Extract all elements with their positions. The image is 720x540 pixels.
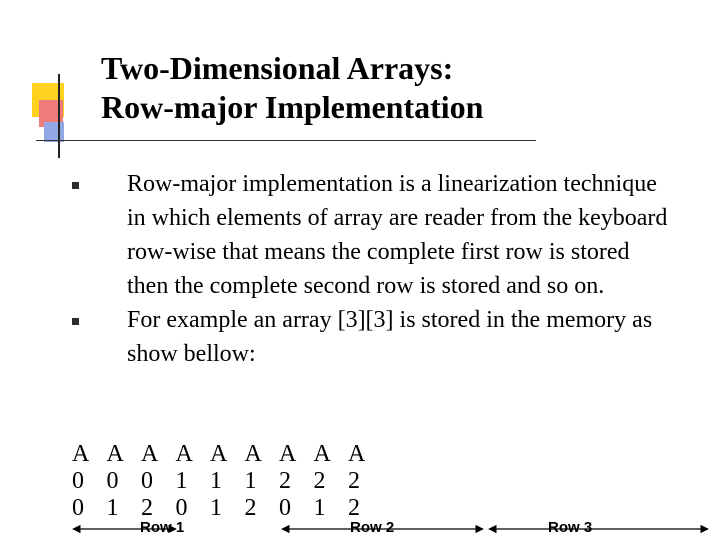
row-3-label: Row 3 [548, 519, 593, 536]
row-2-label: Row 2 [350, 519, 395, 536]
array-cell: 2 [313, 468, 326, 494]
array-cell: 2 [279, 468, 291, 494]
array-cell: 0 [106, 468, 119, 494]
array-cell: 2 [141, 495, 153, 521]
bullet-text: For example an array [3][3] is stored in the memory as show bellow: [127, 307, 653, 367]
array-cell: A [72, 441, 90, 467]
array-cell: A [244, 441, 262, 467]
array-cell: A [279, 441, 297, 467]
array-cell: 2 [348, 468, 360, 494]
array-cell: 1 [175, 468, 188, 494]
array-cell: 1 [244, 468, 257, 494]
row-1-label: Row 1 [140, 519, 185, 536]
array-cell: A [313, 441, 331, 467]
title-line-2: Row-major Implementation [101, 89, 484, 125]
array-cell: 2 [244, 495, 257, 521]
array-cell: 1 [106, 495, 119, 521]
title-line-1: Two-Dimensional Arrays: [101, 50, 454, 86]
array-cell: 0 [279, 495, 291, 521]
array-cell: 1 [313, 495, 326, 521]
array-cell: A [348, 441, 366, 467]
array-cell: A [175, 441, 193, 467]
array-cell: 0 [72, 468, 84, 494]
array-cell: 1 [210, 468, 222, 494]
array-cell: A [210, 441, 228, 467]
array-cell: 0 [72, 495, 84, 521]
array-cell: A [106, 441, 124, 467]
bullet-text: Row-major implementation is a linearization technique in which elements of array are reader from the keyboard row-wise that means the complete first row is stored then the complete second row is stored and so on. [127, 171, 668, 299]
array-cell: 2 [348, 495, 360, 521]
array-cell: A [141, 441, 159, 467]
array-cell: 0 [175, 495, 188, 521]
array-cell: 0 [141, 468, 153, 494]
array-cell: 1 [210, 495, 222, 521]
